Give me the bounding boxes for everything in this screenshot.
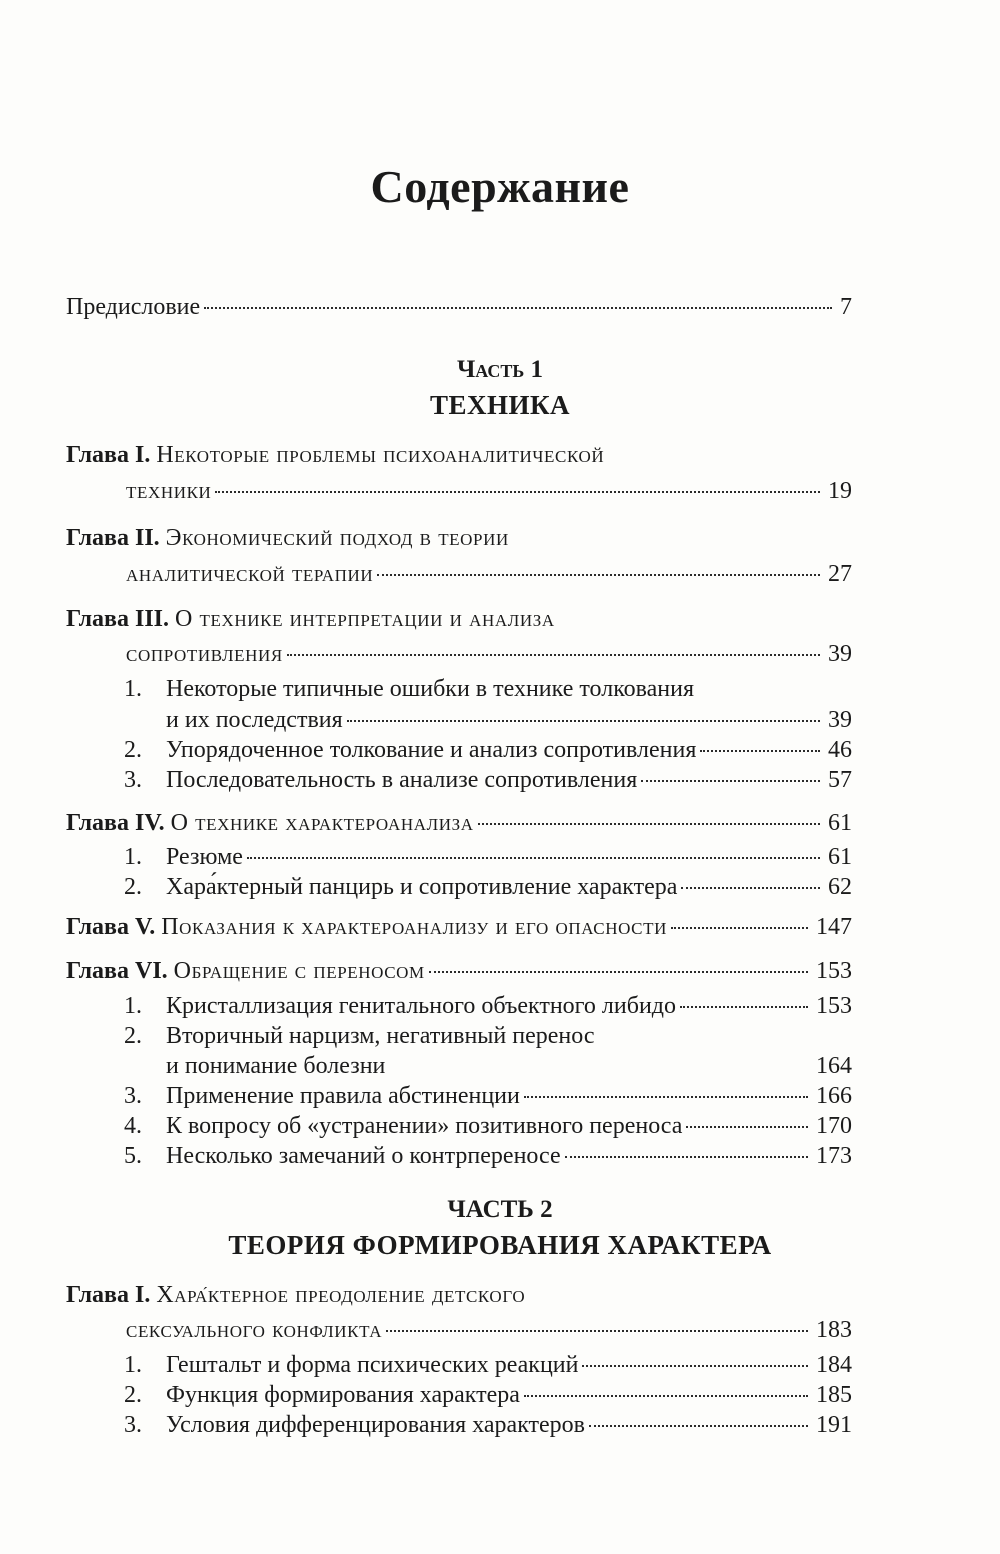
chapter-label: Глава III. xyxy=(66,606,170,632)
section-title: Функция формирования характера xyxy=(166,1382,520,1408)
page-number: 147 xyxy=(816,914,852,940)
toc-entry-p2-ch1[interactable] xyxy=(66,1282,525,1309)
page-number: 57 xyxy=(828,767,852,793)
chapter-title: Экономический подход в теории xyxy=(165,525,509,551)
page-title: Содержание xyxy=(370,161,630,212)
chapter-label: Глава VI. xyxy=(66,958,168,984)
toc-entry-p1-ch1-cont[interactable] xyxy=(126,478,852,512)
toc-entry-p1-ch3-cont[interactable] xyxy=(126,641,852,675)
section-title: К вопросу об «устранении» позитивного переноса xyxy=(166,1113,683,1139)
section-number: 1. xyxy=(124,676,142,702)
section-title: Кристаллизация генитального объектного либидо xyxy=(166,993,677,1019)
part-1-title: ТЕХНИКА xyxy=(429,390,571,420)
toc-section-p1-ch6-2-cont[interactable] xyxy=(166,1053,852,1087)
leader-dots xyxy=(524,1394,808,1397)
page-number: 61 xyxy=(828,844,852,870)
leader-dots xyxy=(582,1364,808,1367)
chapter-title: Обращение с переносом xyxy=(173,958,425,984)
leader-dots xyxy=(589,1424,808,1427)
toc-entry-p1-ch5[interactable] xyxy=(66,914,852,948)
chapter-title: Хара́ктерное преодоление детского xyxy=(156,1282,526,1308)
page-number: 183 xyxy=(816,1317,852,1343)
section-title: Резюме xyxy=(166,844,243,870)
section-title: Несколько замечаний о контрпереносе xyxy=(166,1143,561,1169)
toc-section-p1-ch3-1-cont[interactable] xyxy=(166,707,852,741)
section-title: Гештальт и форма психических реакций xyxy=(166,1352,579,1378)
leader-dots xyxy=(247,856,820,859)
toc-section-p1-ch4-2[interactable] xyxy=(124,874,852,908)
toc-section-p1-ch6-5[interactable] xyxy=(124,1143,852,1177)
chapter-label: Глава IV. xyxy=(66,810,165,836)
part-2-label: ЧАСТЬ 2 xyxy=(447,1196,553,1223)
page-number: 166 xyxy=(816,1083,852,1109)
leader-dots xyxy=(215,490,820,493)
leader-dots xyxy=(641,779,820,782)
leader-dots xyxy=(478,822,820,825)
leader-dots xyxy=(204,306,832,309)
toc-section-p1-ch6-4[interactable] xyxy=(124,1113,852,1147)
section-title: Последовательность в анализе сопротивления xyxy=(166,767,638,793)
part-1-label: Часть 1 xyxy=(456,356,544,383)
page-number: 191 xyxy=(816,1412,852,1438)
leader-dots xyxy=(386,1329,808,1332)
page-number: 62 xyxy=(828,874,852,900)
toc-entry-p2-ch1-cont[interactable] xyxy=(126,1317,852,1351)
toc-section-p2-ch1-3[interactable] xyxy=(124,1412,852,1446)
page-number: 39 xyxy=(828,707,852,733)
section-number: 3. xyxy=(124,767,142,793)
leader-dots xyxy=(686,1125,808,1128)
toc-entry-p1-ch2[interactable] xyxy=(66,525,509,552)
section-number: 2. xyxy=(124,874,142,900)
section-title: Упорядоченное толкование и анализ сопротивления xyxy=(166,737,697,763)
toc-section-p1-ch6-3[interactable] xyxy=(124,1083,852,1117)
leader-dots xyxy=(429,970,808,973)
toc-entry-p1-ch1[interactable] xyxy=(66,442,604,469)
page-number: 7 xyxy=(840,294,852,320)
leader-space xyxy=(389,1065,808,1068)
section-number: 4. xyxy=(124,1113,142,1139)
page-number: 46 xyxy=(828,737,852,763)
leader-dots xyxy=(565,1155,808,1158)
chapter-title-cont: техники xyxy=(126,478,212,504)
leader-dots xyxy=(377,573,820,576)
toc-section-p1-ch3-2[interactable] xyxy=(124,737,852,771)
chapter-title-cont: сопротивления xyxy=(126,641,283,667)
section-number: 3. xyxy=(124,1083,142,1109)
page-number: 184 xyxy=(816,1352,852,1378)
chapter-title: О технике характероанализа xyxy=(170,810,474,836)
page-number: 185 xyxy=(816,1382,852,1408)
section-number: 2. xyxy=(124,1023,142,1049)
section-number: 1. xyxy=(124,993,142,1019)
section-number: 2. xyxy=(124,1382,142,1408)
toc-section-p1-ch3-1[interactable] xyxy=(124,676,694,703)
page-number: 27 xyxy=(828,561,852,587)
section-title: Некоторые типичные ошибки в технике толкования xyxy=(166,676,695,702)
leader-dots xyxy=(287,653,820,656)
chapter-title-cont: сексуального конфликта xyxy=(126,1317,383,1343)
chapter-label: Глава I. xyxy=(66,442,151,468)
leader-dots xyxy=(671,926,808,929)
toc-entry-p1-ch3[interactable] xyxy=(66,606,555,633)
toc-entry-p1-ch4[interactable] xyxy=(66,810,852,844)
leader-dots xyxy=(681,886,820,889)
section-number: 1. xyxy=(124,1352,142,1378)
section-title: Хара́ктерный панцирь и сопротивление характера xyxy=(166,874,678,900)
page-number: 153 xyxy=(816,993,852,1019)
leader-dots xyxy=(347,719,820,722)
leader-dots xyxy=(680,1005,808,1008)
toc-section-p1-ch4-1[interactable] xyxy=(124,844,852,878)
section-number: 2. xyxy=(124,737,142,763)
chapter-label: Глава I. xyxy=(66,1282,151,1308)
chapter-title-cont: аналитической терапии xyxy=(126,561,374,587)
section-title-cont: и их последствия xyxy=(166,707,343,733)
toc-entry-preface[interactable] xyxy=(66,294,852,328)
leader-dots xyxy=(700,749,820,752)
page-number: 61 xyxy=(828,810,852,836)
toc-section-p2-ch1-2[interactable] xyxy=(124,1382,852,1416)
page-number: 39 xyxy=(828,641,852,667)
toc-section-p2-ch1-1[interactable] xyxy=(124,1352,852,1386)
part-2-title: ТЕОРИЯ ФОРМИРОВАНИЯ ХАРАКТЕРА xyxy=(228,1230,772,1260)
toc-section-p1-ch3-3[interactable] xyxy=(124,767,852,801)
section-number: 1. xyxy=(124,844,142,870)
chapter-label: Глава V. xyxy=(66,914,156,940)
section-title: Применение правила абстиненции xyxy=(166,1083,520,1109)
chapter-title: Некоторые проблемы психоаналитической xyxy=(156,442,605,468)
toc-section-p1-ch6-2[interactable] xyxy=(124,1023,595,1050)
page-number: 170 xyxy=(816,1113,852,1139)
page-number: 173 xyxy=(816,1143,852,1169)
toc-entry-p1-ch6[interactable] xyxy=(66,958,852,992)
chapter-title: Показания к характероанализу и его опасности xyxy=(161,914,667,940)
section-number: 3. xyxy=(124,1412,142,1438)
page-number: 164 xyxy=(816,1053,852,1079)
page-number: 153 xyxy=(816,958,852,984)
leader-dots xyxy=(524,1095,808,1098)
toc-section-p1-ch6-1[interactable] xyxy=(124,993,852,1027)
chapter-label: Глава II. xyxy=(66,525,160,551)
toc-entry-p1-ch2-cont[interactable] xyxy=(126,561,852,595)
chapter-title: О технике интерпретации и анализа xyxy=(175,606,555,632)
entry-label: Предисловие xyxy=(66,294,201,320)
section-title: Условия дифференцирования характеров xyxy=(166,1412,586,1438)
section-title-cont: и понимание болезни xyxy=(166,1053,386,1079)
section-number: 5. xyxy=(124,1143,142,1169)
page-number: 19 xyxy=(828,478,852,504)
section-title: Вторичный нарцизм, негативный перенос xyxy=(166,1023,595,1049)
